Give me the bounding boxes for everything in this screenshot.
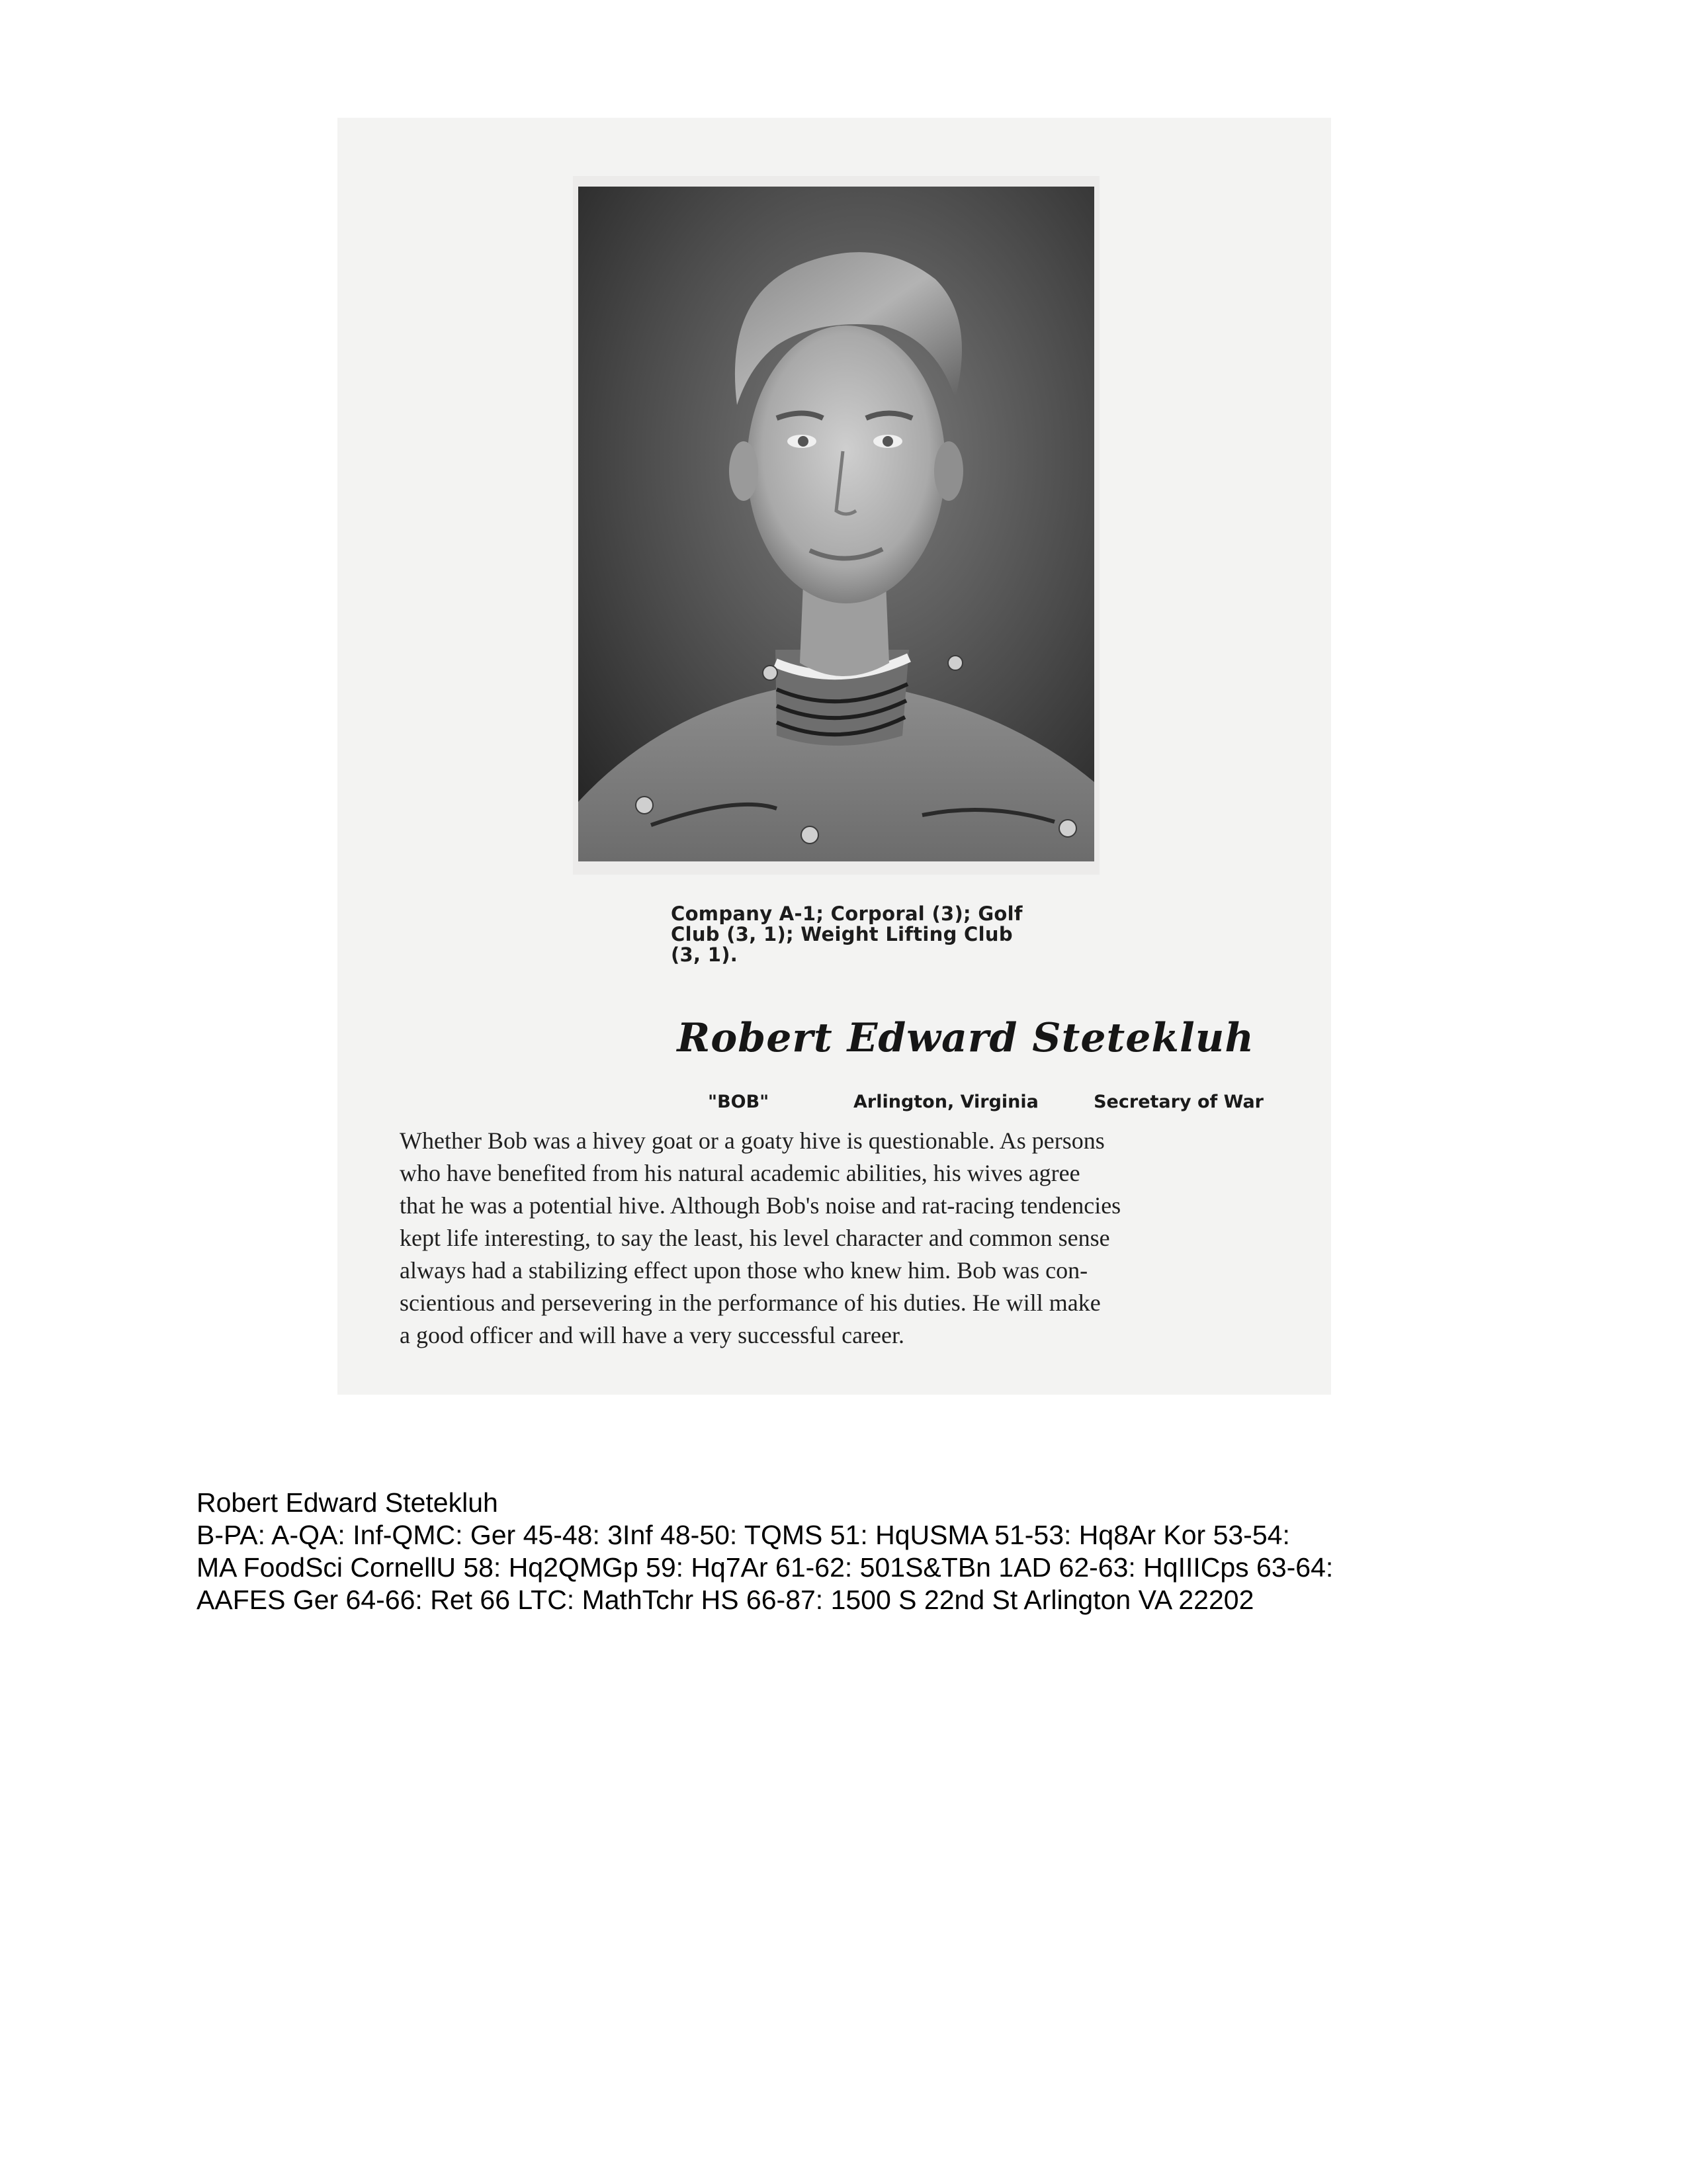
info-row: [708, 1092, 1264, 1118]
record-line: AAFES Ger 64-66: Ret 66 LTC: MathTchr HS 66-87: 1500 S 22nd St Arlington VA 22202: [196, 1585, 1254, 1615]
record-line: B-PA: A-QA: Inf-QMC: Ger 45-48: 3Inf 48-50: TQMS 51: HqUSMA 51-53: Hq8Ar Kor 53-54:: [196, 1520, 1290, 1550]
hometown: Arlington, Virginia: [853, 1092, 1039, 1112]
activities-list: Company A-1; Corporal (3); Golf Club (3, 1); Weight Lifting Club (3, 1).: [671, 902, 1023, 966]
cadet-portrait-photo: [578, 187, 1094, 861]
record-lines: [196, 1519, 1520, 1616]
record-name: Robert Edward Stetekluh: [196, 1487, 498, 1518]
appointment-source: Secretary of War: [1094, 1092, 1264, 1112]
career-record: [196, 1487, 1520, 1616]
nickname: "BOB": [708, 1092, 769, 1112]
signature-name: Robert Edward Stetekluh: [677, 1015, 1254, 1061]
record-line: MA FoodSci CornellU 58: Hq2QMGp 59: Hq7Ar 61-62: 501S&TBn 1AD 62-63: HqIIICps 63-64:: [196, 1552, 1334, 1583]
biography-paragraph: Whether Bob was a hivey goat or a goaty hive is questionable. As persons who have benefited from his natural academic abilities, his wives agree that he was a potential hive. Although Bob's noise and rat-racing tendencies kept life interesting, to say the least, his level character and common sense always had a stabilizing effect upon those who knew him. Bob was con- scientious and persevering in the performance of his duties. He will make a good officer and will have a very successful career.: [400, 1127, 1121, 1348]
yearbook-page-scan: [337, 118, 1331, 1395]
